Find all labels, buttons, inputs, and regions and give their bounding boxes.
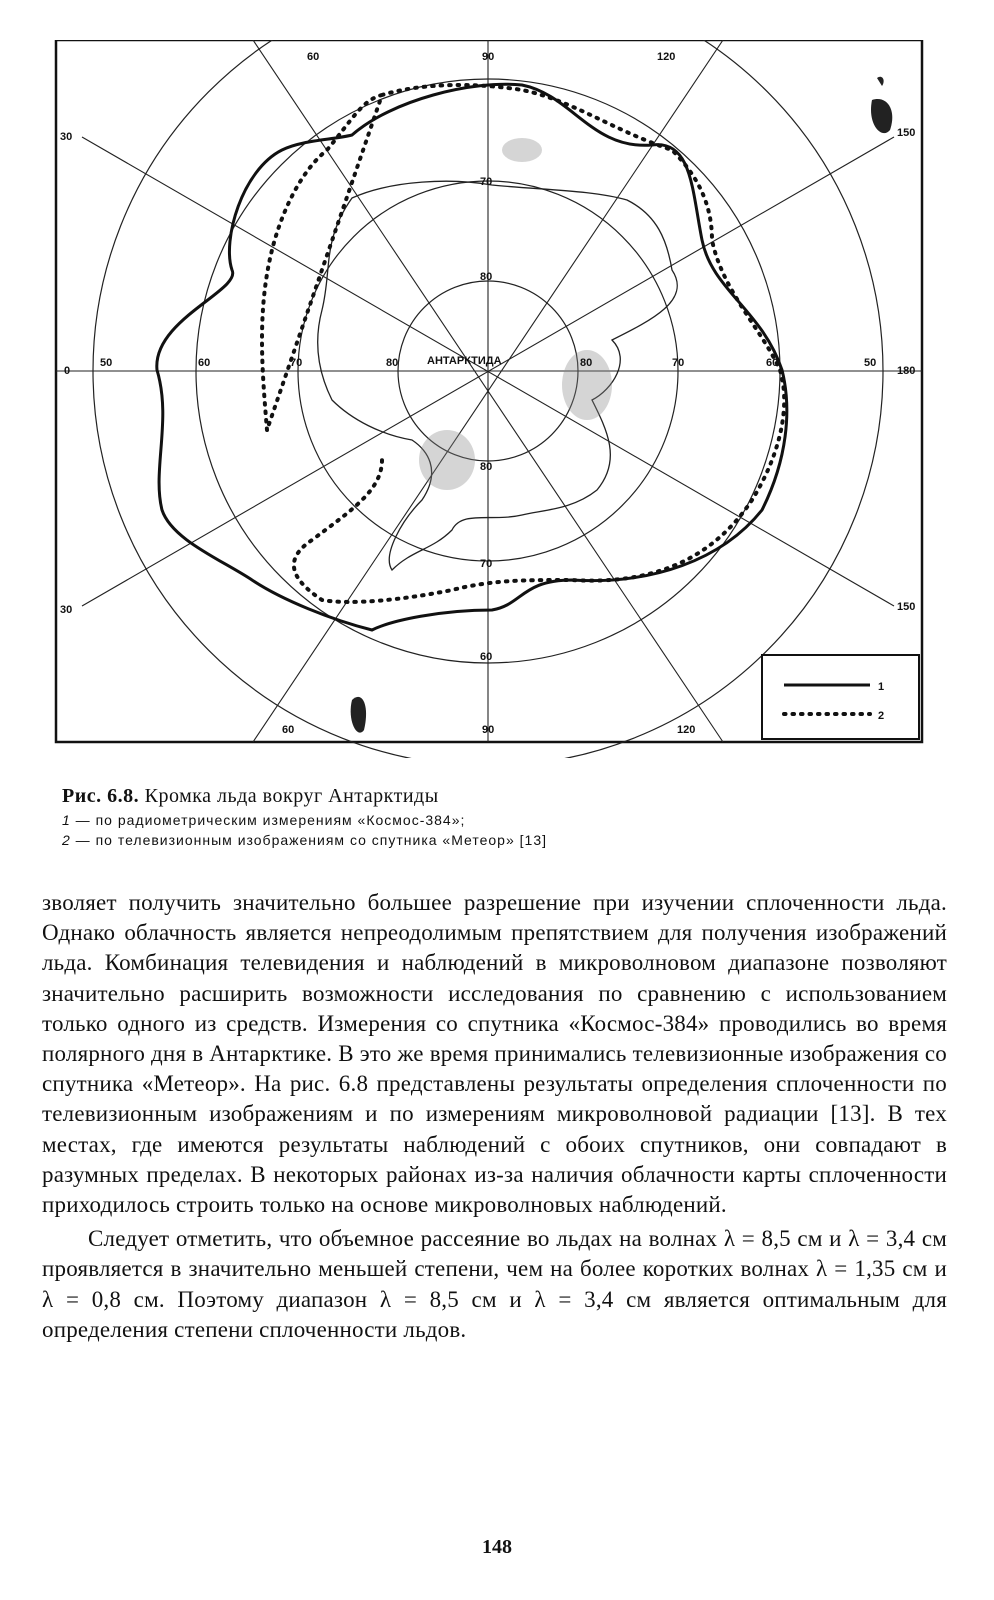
- lat-label-80-bottom: 80: [480, 461, 493, 473]
- lat-label-80-left: 80: [386, 357, 399, 369]
- caption-line-2-text: — по телевизионным изображениям со спутника «Метеор» [13]: [70, 832, 547, 848]
- map-frame: [56, 40, 922, 742]
- right-label-150-top: 150: [897, 127, 916, 139]
- top-label-90: 90: [482, 51, 495, 63]
- caption-line-1: [62, 812, 942, 828]
- ice-shelf-stipple: [419, 138, 612, 490]
- meridians: [56, 40, 922, 742]
- caption-prefix: Рис. 6.8.: [62, 785, 140, 807]
- islands: [351, 77, 893, 733]
- body-paragraph-2: Следует отметить, что объемное рассеяние во льдах на волнах λ = 8,5 см и λ = 3,4 см проявляется в значительно меньшей степени, чем на более коротких волнах λ = 1,35 см и λ = 0,8 см. Поэтому диапазон λ = 8,5 см и λ = 3,4 см является оптимальным для определения степени сплоченности льдов.: [42, 1226, 947, 1342]
- left-label-0: 0: [64, 365, 71, 377]
- body-paragraph-1: зволяет получить значительно большее разрешение при изучении сплоченности льда. Однако облачность является непреодолимым препятствием для получения изображений льда. Комбинация телевидения и наблюдений в микроволновом диапазоне позволяют значительно расширить возможности исследования по сравнению с использованием только одного из средств. Измерения со спутника «Космос-384» проводились во время полярного дня в Антарктике. В это же время принимались телевизионные изображения со спутника «Метеор». На рис. 6.8 представлены результаты определения сплоченности по телевизионным изображениям и по измерениям микроволновой радиации [13]. В тех местах, где имеются результаты наблюдений с обоих спутников, они совпадают в разумных пределах. В некоторых районах из-за наличия облачности карты сплоченности приходилось строить только на основе микроволновых наблюдений.: [42, 890, 947, 1218]
- legend-label-2: 2: [878, 710, 885, 722]
- top-label-120: 120: [657, 51, 676, 63]
- lat-label-60-left: 60: [198, 357, 211, 369]
- lat-label-70-right: 70: [672, 357, 685, 369]
- bottom-label-120: 120: [677, 724, 696, 736]
- lat-label-60-bottom: 60: [480, 651, 493, 663]
- caption-title-line: [62, 785, 942, 808]
- lat-label-70-left: 70: [290, 357, 303, 369]
- caption-line-2: [62, 832, 942, 848]
- lat-label-80-top: 80: [480, 271, 493, 283]
- bottom-label-90: 90: [482, 724, 495, 736]
- lat-label-80-right: 80: [580, 357, 593, 369]
- page-number: 148: [482, 1536, 512, 1558]
- right-label-180: 180: [897, 365, 916, 377]
- map-svg: [52, 40, 942, 758]
- lat-label-50-left: 50: [100, 357, 113, 369]
- lat-label-60-right: 60: [766, 357, 779, 369]
- caption-line-2-num: 2: [62, 832, 71, 848]
- lat-label-70-top: 70: [480, 176, 493, 188]
- lat-label-50-right: 50: [864, 357, 877, 369]
- legend-label-1: 1: [878, 681, 885, 693]
- right-label-150-bottom: 150: [897, 601, 916, 613]
- lat-label-70-bottom: 70: [480, 558, 493, 570]
- caption-title: Кромка льда вокруг Антарктиды: [144, 785, 439, 807]
- antarctica-coastline: [318, 181, 678, 570]
- figure-caption: [62, 785, 942, 848]
- top-label-60: 60: [307, 51, 320, 63]
- caption-line-1-text: — по радиометрическим измерениям «Космос-384»;: [70, 812, 466, 828]
- left-label-30-bottom: 30: [60, 604, 73, 616]
- legend-box: [762, 655, 919, 739]
- antarctica-label: АНТАРКТИДА: [427, 355, 502, 367]
- caption-line-1-num: 1: [62, 812, 71, 828]
- body-text: [42, 888, 947, 1345]
- ice-edge-curve-2: [262, 85, 784, 602]
- antarctic-ice-edge-map: [52, 40, 942, 758]
- left-label-30-top: 30: [60, 131, 73, 143]
- bottom-label-60: 60: [282, 724, 295, 736]
